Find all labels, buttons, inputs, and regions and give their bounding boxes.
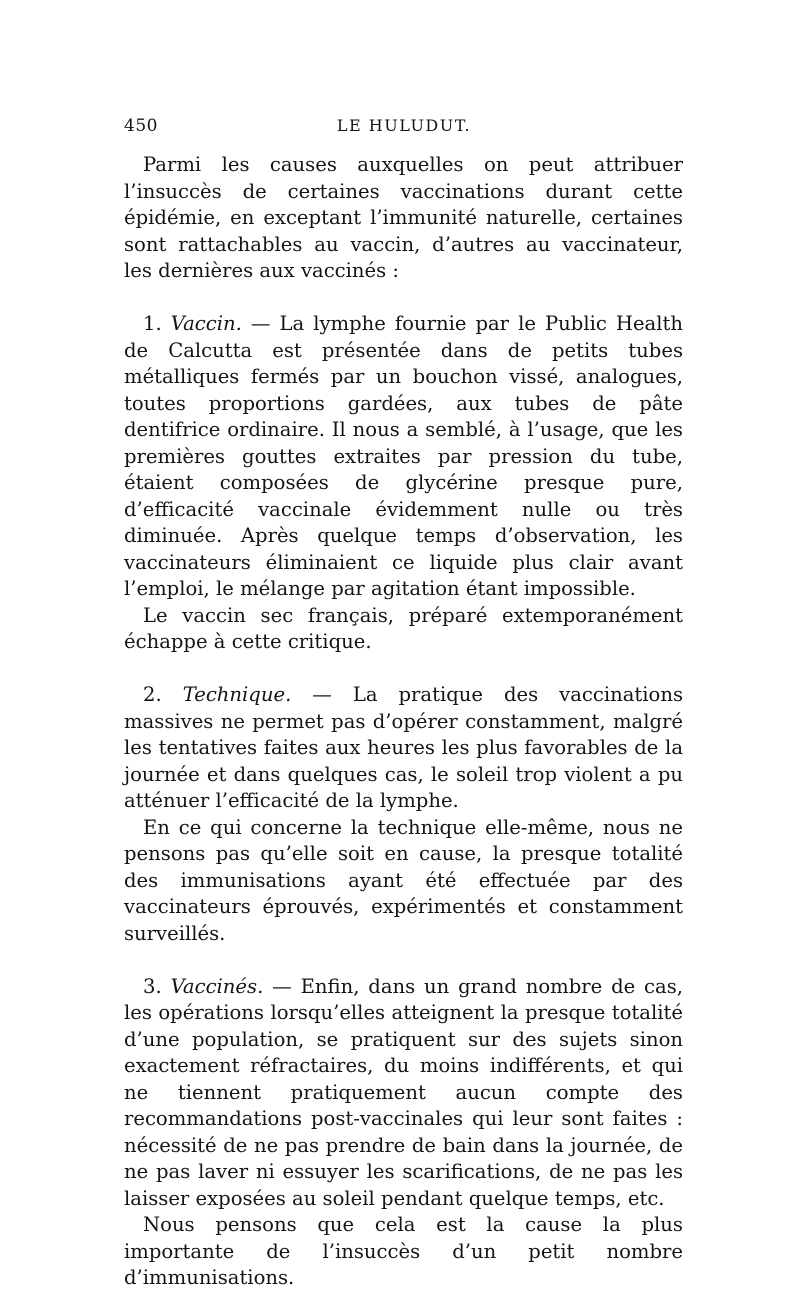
section-2-dash: —: [291, 683, 353, 706]
section-2-continuation: En ce qui concerne la technique elle-même, nous ne pensons pas qu’elle soit en cause, la presque totalité des immunisations ayant été effectuée par des vaccinateurs éprouvés, expérimentés et constamment surveillés.: [124, 815, 683, 945]
section-2-number: 2.: [143, 683, 162, 706]
section-3-continuation: Nous pensons que cela est la cause la plus importante de l’insuccès d’un petit nombre d’immunisations.: [124, 1213, 683, 1289]
section-3-paragraph: [124, 974, 683, 1213]
section-2-text: La pratique des vaccinations massives ne permet pas d’opérer constamment, malgré les tentatives faites aux heures les plus favorables de la journée et dans quelques cas, le soleil trop violent a pu atténuer l’efficacité de la lymphe.: [124, 683, 684, 812]
section-1-text: La lymphe fournie par le Public Health de Calcutta est présentée dans de petits tubes métalliques fermés par un bouchon vissé, analogues, toutes proportions gardées, aux tubes de pâte dentifrice ordinaire. Il nous a semblé, à l’usage, que les premières gouttes extraites par pression du tube, étaient composées de glycérine presque pure, d’efficacité vaccinale évidemment nulle ou très diminuée. Après quelque temps d’observation, les vaccinateurs éliminaient ce liquide plus clair avant l’emploi, le mélange par agitation étant impossible.: [124, 312, 683, 600]
section-1-continuation: Le vaccin sec français, préparé extemporanément échappe à cette critique.: [124, 603, 683, 653]
section-1-title: Vaccin.: [170, 312, 242, 335]
section-1-paragraph: [124, 311, 683, 603]
page-number: 450: [124, 116, 158, 136]
section-3-title: Vaccinés.: [170, 974, 264, 998]
section-3-text: Enfin, dans un grand nombre de cas, les opérations lorsqu’elles atteignent la presque totalité d’une population, se pratiquent sur des sujets sinon exactement réfractaires, du moins indifférents, et qui ne tiennent pratiquement aucun compte des recommandations post-vaccinales qui leur sont faites : nécessité de ne pas prendre de bain dans la journée, de ne pas laver ni essuyer les scarifications, de ne pas les laisser exposées au soleil pendant quelque temps, etc.: [124, 974, 683, 1210]
running-title: LE HULUDUT.: [336, 116, 472, 135]
page-body: [124, 152, 683, 1292]
intro-paragraph: Parmi les causes auxquelles on peut attribuer l’insuccès de certaines vaccinations durant cette épidémie, en exceptant l’immunité naturelle, certaines sont rattachables au vaccin, d’autres au vaccinateur, les dernières aux vaccinés :: [124, 153, 683, 282]
section-2-paragraph: [124, 682, 683, 815]
section-2-title: Technique.: [182, 683, 292, 706]
section-3-number: 3.: [143, 974, 162, 998]
section-1-number: 1.: [143, 312, 162, 335]
section-3-dash: —: [263, 974, 301, 998]
section-1-dash: —: [241, 312, 280, 335]
page-header: [124, 116, 684, 140]
